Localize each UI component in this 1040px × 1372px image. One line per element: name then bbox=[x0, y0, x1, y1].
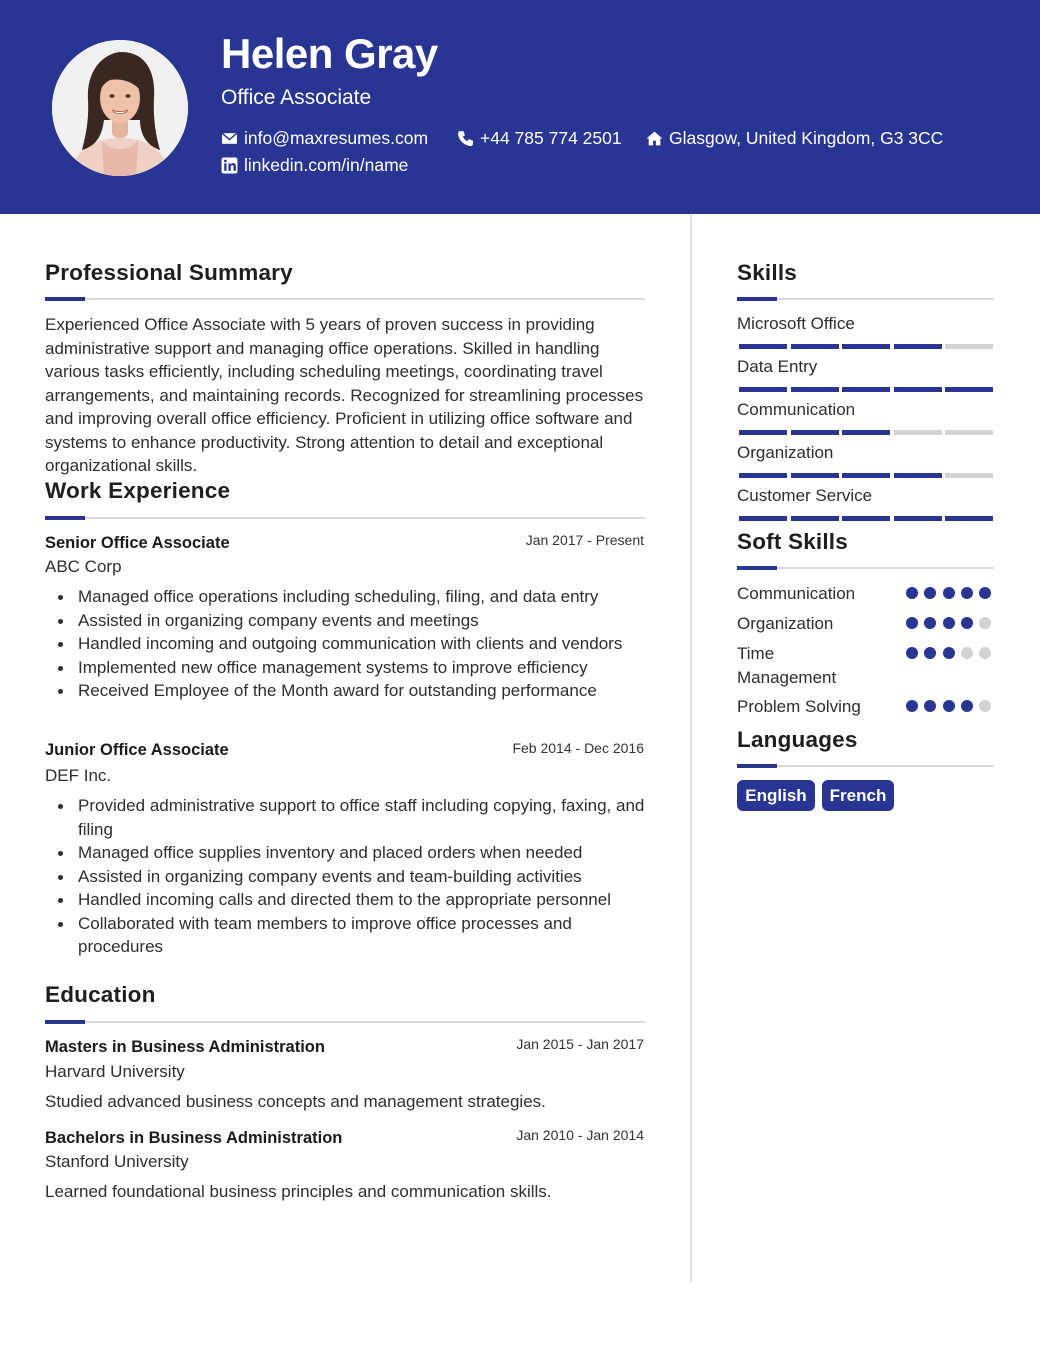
contact-location bbox=[646, 128, 943, 149]
degree-date: Jan 2015 - Jan 2017 bbox=[516, 1036, 644, 1052]
envelope-icon bbox=[221, 130, 238, 147]
linkedin-text: linkedin.com/in/name bbox=[244, 155, 409, 175]
skill-name: Communication bbox=[737, 400, 856, 419]
list-item: Collaborated with team members to improve office processes and procedures bbox=[45, 912, 650, 959]
skill-level-segment bbox=[945, 473, 993, 478]
soft-skills-rule bbox=[737, 567, 994, 569]
skill-level-segment bbox=[791, 473, 839, 478]
education-heading: Education bbox=[45, 982, 156, 1007]
school-name: Stanford University bbox=[45, 1152, 189, 1171]
school-name: Harvard University bbox=[45, 1062, 185, 1081]
skill-level-segment bbox=[739, 344, 787, 349]
rating-dot bbox=[924, 700, 936, 712]
job-bullets bbox=[45, 585, 650, 703]
job-title: Senior Office Associate bbox=[45, 534, 230, 552]
skill-level-segment bbox=[739, 516, 787, 521]
rating-dot bbox=[924, 647, 936, 659]
skill-level-segment bbox=[739, 387, 787, 392]
skill-level-segment bbox=[945, 387, 993, 392]
soft-skill-rating bbox=[906, 617, 997, 629]
skill-level-segment bbox=[894, 516, 942, 521]
rating-dot bbox=[943, 700, 955, 712]
degree-date: Jan 2010 - Jan 2014 bbox=[516, 1127, 644, 1143]
list-item: Handled incoming calls and directed them to the appropriate personnel bbox=[45, 888, 650, 912]
candidate-title: Office Associate bbox=[221, 86, 372, 109]
education-rule bbox=[45, 1021, 645, 1023]
list-item: Assisted in organizing company events and team-building activities bbox=[45, 865, 650, 889]
skill-level-segment bbox=[894, 344, 942, 349]
rating-dot bbox=[906, 647, 918, 659]
rating-dot bbox=[961, 700, 973, 712]
skill-level-segment bbox=[842, 516, 890, 521]
rating-dot bbox=[943, 617, 955, 629]
skill-level-segment bbox=[894, 473, 942, 478]
job-title: Junior Office Associate bbox=[45, 741, 229, 759]
rating-dot bbox=[906, 617, 918, 629]
soft-skill-rating bbox=[906, 587, 997, 599]
skill-level-segment bbox=[791, 516, 839, 521]
skill-level-bar bbox=[739, 516, 997, 521]
skill-level-segment bbox=[739, 430, 787, 435]
email-text: info@maxresumes.com bbox=[244, 128, 429, 148]
list-item: Handled incoming and outgoing communication with clients and vendors bbox=[45, 632, 650, 656]
job-date: Jan 2017 - Present bbox=[525, 532, 644, 548]
degree-description: Learned foundational business principles and communication skills. bbox=[45, 1182, 552, 1201]
skill-name: Microsoft Office bbox=[737, 314, 855, 333]
degree-title: Bachelors in Business Administration bbox=[45, 1129, 343, 1147]
candidate-name: Helen Gray bbox=[221, 30, 438, 77]
rating-dot bbox=[979, 617, 991, 629]
soft-skill-name: Communication bbox=[737, 584, 856, 603]
linkedin-icon bbox=[221, 157, 238, 174]
rating-dot bbox=[961, 617, 973, 629]
resume-header bbox=[0, 0, 1040, 214]
phone-text: +44 785 774 2501 bbox=[480, 128, 622, 148]
rating-dot bbox=[979, 647, 991, 659]
skill-level-bar bbox=[739, 473, 997, 478]
list-item: Assisted in organizing company events and meetings bbox=[45, 609, 650, 633]
profile-photo-illustration bbox=[52, 40, 188, 176]
languages-heading: Languages bbox=[737, 727, 858, 752]
list-item: Implemented new office management systems to improve efficiency bbox=[45, 656, 650, 680]
rating-dot bbox=[943, 647, 955, 659]
skill-level-segment bbox=[842, 430, 890, 435]
skill-level-segment bbox=[945, 516, 993, 521]
skill-level-segment bbox=[791, 344, 839, 349]
skill-level-segment bbox=[842, 387, 890, 392]
skill-name: Organization bbox=[737, 443, 834, 462]
skill-level-bar bbox=[739, 344, 997, 349]
degree-description: Studied advanced business concepts and management strategies. bbox=[45, 1092, 546, 1111]
soft-skill-rating bbox=[906, 700, 997, 712]
skill-level-segment bbox=[739, 473, 787, 478]
soft-skill-name: Time Management bbox=[737, 644, 837, 687]
languages-rule bbox=[737, 765, 994, 767]
skills-rule bbox=[737, 298, 994, 300]
rating-dot bbox=[906, 700, 918, 712]
skill-level-bar bbox=[739, 387, 997, 392]
summary-heading: Professional Summary bbox=[45, 260, 293, 285]
experience-rule bbox=[45, 517, 645, 519]
rating-dot bbox=[924, 587, 936, 599]
summary-text: Experienced Office Associate with 5 years of proven success in providing administrative support and managing office operations. Skilled in handling various tasks efficiently, including scheduling meetings, coordinating travel arrangements, and maintaining records. Recognized for streamlining processes and improving overall office efficiency. Proficient in utilizing office software and systems to enhance productivity. Strong attention to detail and exceptional organizational skills. bbox=[45, 315, 644, 475]
contact-phone[interactable] bbox=[457, 128, 622, 149]
skill-level-bar bbox=[739, 430, 997, 435]
location-text: Glasgow, United Kingdom, G3 3CC bbox=[669, 128, 944, 148]
skill-level-segment bbox=[945, 430, 993, 435]
job-date: Feb 2014 - Dec 2016 bbox=[512, 740, 644, 756]
column-divider bbox=[690, 214, 692, 1282]
soft-skill-name: Organization bbox=[737, 614, 834, 633]
language-badge: English bbox=[737, 780, 815, 811]
list-item: Provided administrative support to office staff including copying, faxing, and filing bbox=[45, 794, 650, 841]
rating-dot bbox=[924, 617, 936, 629]
rating-dot bbox=[979, 587, 991, 599]
soft-skills-heading: Soft Skills bbox=[737, 529, 848, 554]
rating-dot bbox=[961, 647, 973, 659]
skill-level-segment bbox=[791, 387, 839, 392]
skill-name: Data Entry bbox=[737, 357, 818, 376]
rating-dot bbox=[943, 587, 955, 599]
list-item: Received Employee of the Month award for outstanding performance bbox=[45, 679, 650, 703]
soft-skill-rating bbox=[906, 647, 997, 659]
job-company: ABC Corp bbox=[45, 557, 122, 576]
skill-level-segment bbox=[945, 344, 993, 349]
rating-dot bbox=[961, 587, 973, 599]
job-company: DEF Inc. bbox=[45, 766, 112, 785]
job-bullets bbox=[45, 794, 650, 959]
skill-level-segment bbox=[791, 430, 839, 435]
summary-rule bbox=[45, 298, 645, 300]
skill-level-segment bbox=[842, 473, 890, 478]
home-icon bbox=[646, 130, 663, 147]
skills-heading: Skills bbox=[737, 260, 797, 285]
list-item: Managed office supplies inventory and placed orders when needed bbox=[45, 841, 650, 865]
soft-skill-name: Problem Solving bbox=[737, 697, 861, 716]
skill-level-segment bbox=[894, 430, 942, 435]
degree-title: Masters in Business Administration bbox=[45, 1038, 325, 1056]
skill-name: Customer Service bbox=[737, 486, 873, 505]
contact-linkedin[interactable] bbox=[221, 155, 408, 176]
skill-level-segment bbox=[894, 387, 942, 392]
rating-dot bbox=[906, 587, 918, 599]
phone-icon bbox=[457, 130, 474, 147]
contact-email[interactable] bbox=[221, 128, 428, 149]
skill-level-segment bbox=[842, 344, 890, 349]
list-item: Managed office operations including scheduling, filing, and data entry bbox=[45, 585, 650, 609]
language-badge: French bbox=[822, 780, 894, 811]
rating-dot bbox=[979, 700, 991, 712]
profile-photo bbox=[52, 40, 188, 176]
experience-heading: Work Experience bbox=[45, 478, 231, 503]
